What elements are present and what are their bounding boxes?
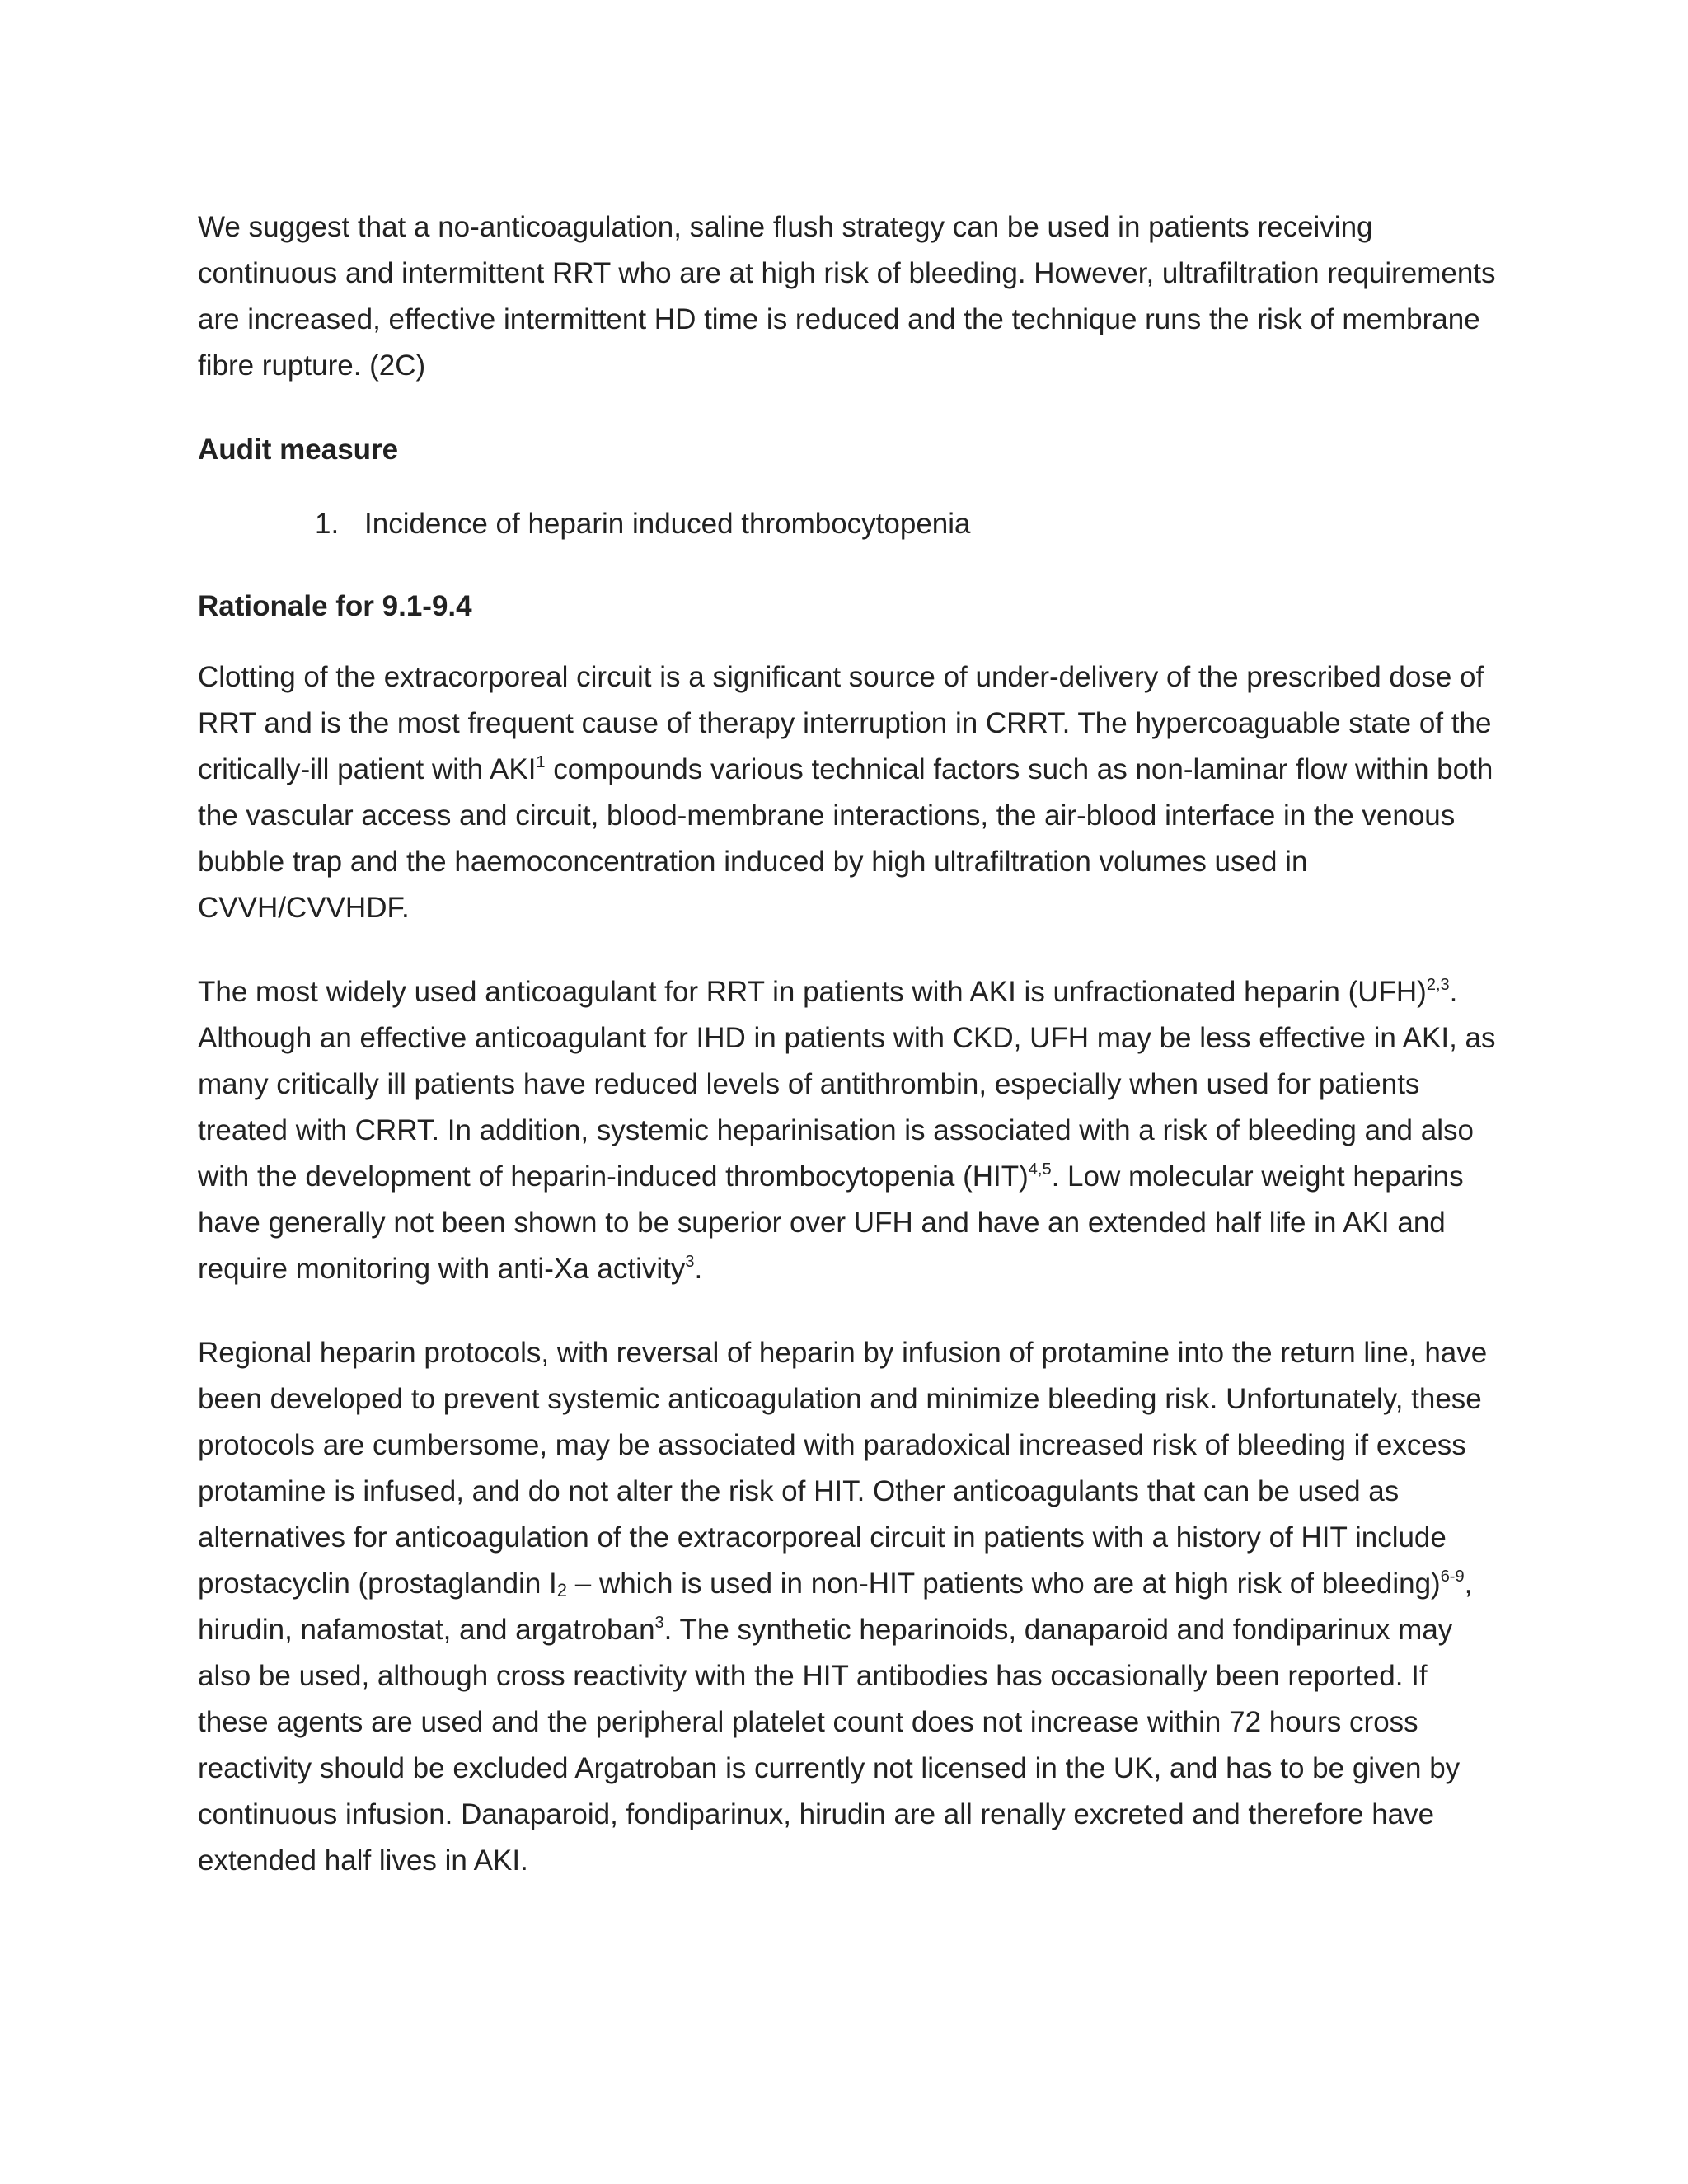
subscript: 2	[556, 1580, 568, 1601]
rationale-paragraph-1	[198, 654, 1500, 931]
text-run: , hirudin, nafamostat, and argatroban	[198, 1568, 1473, 1646]
text-run: – which is used in non-HIT patients who are at high risk of bleeding)	[567, 1568, 1441, 1600]
text-run: .	[694, 1253, 703, 1285]
text-run: Clotting of the extracorporeal circuit is a significant source of under-delivery of the prescribed dose of RRT and is the most frequent cause of therapy interruption in CRRT. The hypercoaguable state of the critically-ill patient with AKI	[198, 661, 1492, 785]
text-run: The most widely used anticoagulant for RRT in patients with AKI is unfractionated heparin (UFH)	[198, 976, 1427, 1008]
list-item-text: Incidence of heparin induced thrombocytopenia	[364, 508, 971, 540]
text-run: Regional heparin protocols, with reversal of heparin by infusion of protamine into the return line, have been developed to prevent systemic anticoagulation and minimize bleeding risk. Unfortunately, these protocols are cumbersome, may be associated with paradoxical increased risk of bleeding if excess protamine is infused, and do not alter the risk of HIT. Other anticoagulants that can be used as alternatives for anticoagulation of the extracorporeal circuit in patients with a history of HIT include prostacyclin (prostaglandin I	[198, 1337, 1488, 1600]
citation-ref: 3	[685, 1253, 695, 1271]
text-run: compounds various technical factors such as non-laminar flow within both the vascular access and circuit, blood-membrane interactions, the air-blood interface in the venous bubble trap and the haemoconcentration induced by high ultrafiltration volumes used in CVVH/CVVHDF.	[198, 753, 1493, 924]
document-page	[198, 204, 1500, 1922]
citation-ref: 6-9	[1440, 1568, 1465, 1586]
audit-measure-list	[198, 501, 1500, 547]
rationale-paragraph-2	[198, 969, 1500, 1292]
list-item-number: 1.	[315, 508, 340, 540]
recommendation-paragraph	[198, 204, 1500, 389]
citation-ref: 1	[536, 753, 546, 771]
text-run: . Although an effective anticoagulant for IHD in patients with CKD, UFH may be less effective in AKI, as many critically ill patients have reduced levels of antithrombin, especially when used for patients treated with CRRT. In addition, systemic heparinisation is associated with a risk of bleeding and also with the development of heparin-induced thrombocytopenia (HIT)	[198, 976, 1496, 1193]
list-item	[198, 501, 1500, 547]
text-run: . Low molecular weight heparins have generally not been shown to be superior over UFH and have an extended half life in AKI and require monitoring with anti-Xa activity	[198, 1160, 1464, 1285]
citation-ref: 2,3	[1426, 976, 1450, 994]
rationale-paragraph-3	[198, 1330, 1500, 1884]
text-run: . The synthetic heparinoids, danaparoid and fondiparinux may also be used, although cross reactivity with the HIT antibodies has occasionally been reported. If these agents are used and the peripheral platelet count does not increase within 72 hours cross reactivity should be excluded Argatroban is currently not licensed in the UK, and has to be given by continuous infusion. Danaparoid, fondiparinux, hirudin are all renally excreted and therefore have extended half lives in AKI.	[198, 1614, 1461, 1877]
rationale-heading: Rationale for 9.1-9.4	[198, 590, 472, 622]
audit-measure-heading: Audit measure	[198, 434, 399, 466]
recommendation-text: We suggest that a no-anticoagulation, saline flush strategy can be used in patients receiving continuous and intermittent RRT who are at high risk of bleeding. However, ultrafiltration requirements are increased, effective intermittent HD time is reduced and the technique runs the risk of membrane fibre rupture. (2C)	[198, 211, 1496, 382]
citation-ref: 4,5	[1028, 1160, 1052, 1179]
citation-ref: 3	[654, 1614, 664, 1632]
